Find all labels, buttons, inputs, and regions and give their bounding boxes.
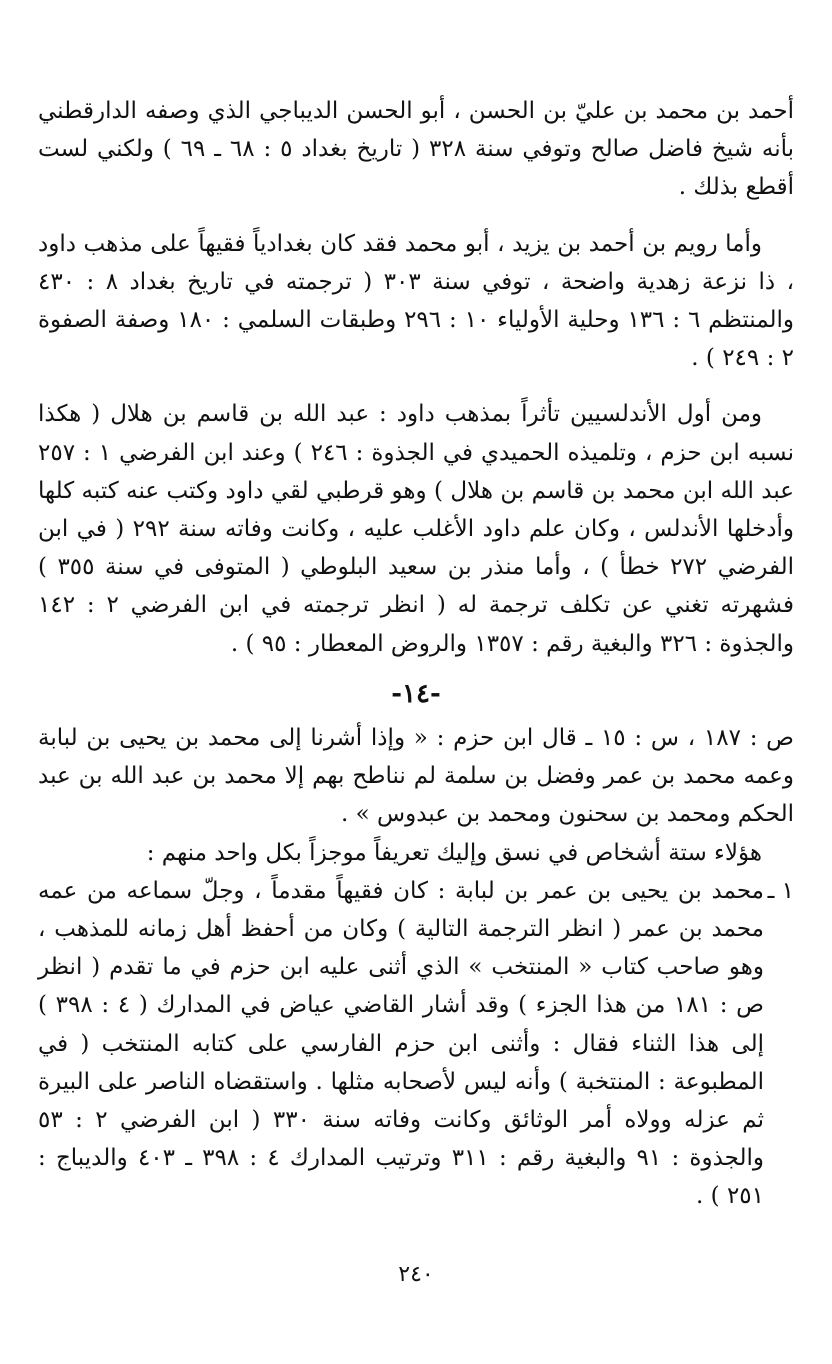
page-number: ٢٤٠ xyxy=(398,1262,434,1287)
list-item-number: ١ ـ xyxy=(767,877,794,904)
note-heading: -١٤- xyxy=(391,678,441,709)
note-quote-paragraph: ص : ١٨٧ ، س : ١٥ ـ قال ابن حزم : « وإذا أشرنا إلى محمد بن يحيى بن لبابة وعمه محمد بن عمر وفضل بن سلمة لم نناطح بهم إلا محمد بن عبد الله بن عبد الحكم ومحمد بن سحنون ومحمد بن عبدوس » . xyxy=(38,725,794,828)
note-intro-paragraph: هؤلاء ستة أشخاص في نسق وإليك تعريفاً موجزاً بكل واحد منهم : xyxy=(146,839,762,866)
paragraph-ruwaym: وأما رويم بن أحمد بن يزيد ، أبو محمد فقد كان بغدادياً فقيهاً على مذهب داود ، ذا نزعة زهدية واضحة ، توفي سنة ٣٠٣ ( ترجمته في تاريخ بغداد ٨ : ٤٣٠ والمنتظم ٦ : ١٣٦ وحلية الأولياء ١٠ : ٢٩٦ وطبقات السلمي : ١٨٠ وصفة الصفوة ٢ : ٢٤٩ ) . xyxy=(38,230,795,372)
note-list xyxy=(38,872,794,1216)
page-body xyxy=(38,92,794,1216)
list-item-text: محمد بن يحيى بن عمر بن لبابة : كان فقيهاً مقدماً ، وجلّ سماعه من عمه محمد بن عمر ( انظر الترجمة التالية ) وكان من أحفظ أهل زمانه للمذهب ، وهو صاحب كتاب « المنتخب » الذي أثنى عليه ابن حزم في ما تقدم ( انظر ص : ١٨١ من هذا الجزء ) وقد أشار القاضي عياض في المدارك ( ٤ : ٣٩٨ ) إلى هذا الثناء فقال : وأثنى ابن حزم الفارسي على كتابه المنتخب ( في المطبوعة : المنتخبة ) وأنه ليس لأصحابه مثلها . واستقضاه الناصر على البيرة ثم عزله وولاه أمر الوثائق وكانت وفاته سنة ٣٣٠ ( ابن الفرضي ٢ : ٥٣ والجذوة : ٩١ والبغية رقم : ٣١١ وترتيب المدارك ٤ : ٣٩٨ ـ ٤٠٣ والديباج : ٢٥١ ) . xyxy=(38,877,765,1210)
paragraph-andalusians: ومن أول الأندلسيين تأثراً بمذهب داود : عبد الله بن قاسم بن هلال ( هكذا نسبه ابن حزم ، وتلميذه الحميدي في الجذوة : ٢٤٦ ) وعند ابن الفرضي ١ : ٢٥٧ عبد الله ابن محمد بن قاسم بن هلال ) وهو قرطبي لقي داود وكتب عنه كتبه كلها وأدخلها الأندلس ، وكان علم داود الأغلب عليه ، وكانت وفاته سنة ٢٩٢ ( في ابن الفرضي ٢٧٢ خطأ ) ، وأما منذر بن سعيد البلوطي ( المتوفى في سنة ٣٥٥ ) فشهرته تغني عن تكلف ترجمة له ( انظر ترجمته في ابن الفرضي ٢ : ١٤٢ والجذوة : ٣٢٦ والبغية رقم : ١٣٥٧ والروض المعطار : ٩٥ ) . xyxy=(38,401,795,657)
paragraph-dibaji: أحمد بن محمد بن عليّ بن الحسن ، أبو الحسن الديباجي الذي وصفه الدارقطني بأنه شيخ فاضل صالح وتوفي سنة ٣٢٨ ( تاريخ بغداد ٥ : ٦٨ ـ ٦٩ ) ولكني لست أقطع بذلك . xyxy=(38,98,795,201)
list-item xyxy=(38,872,794,1216)
